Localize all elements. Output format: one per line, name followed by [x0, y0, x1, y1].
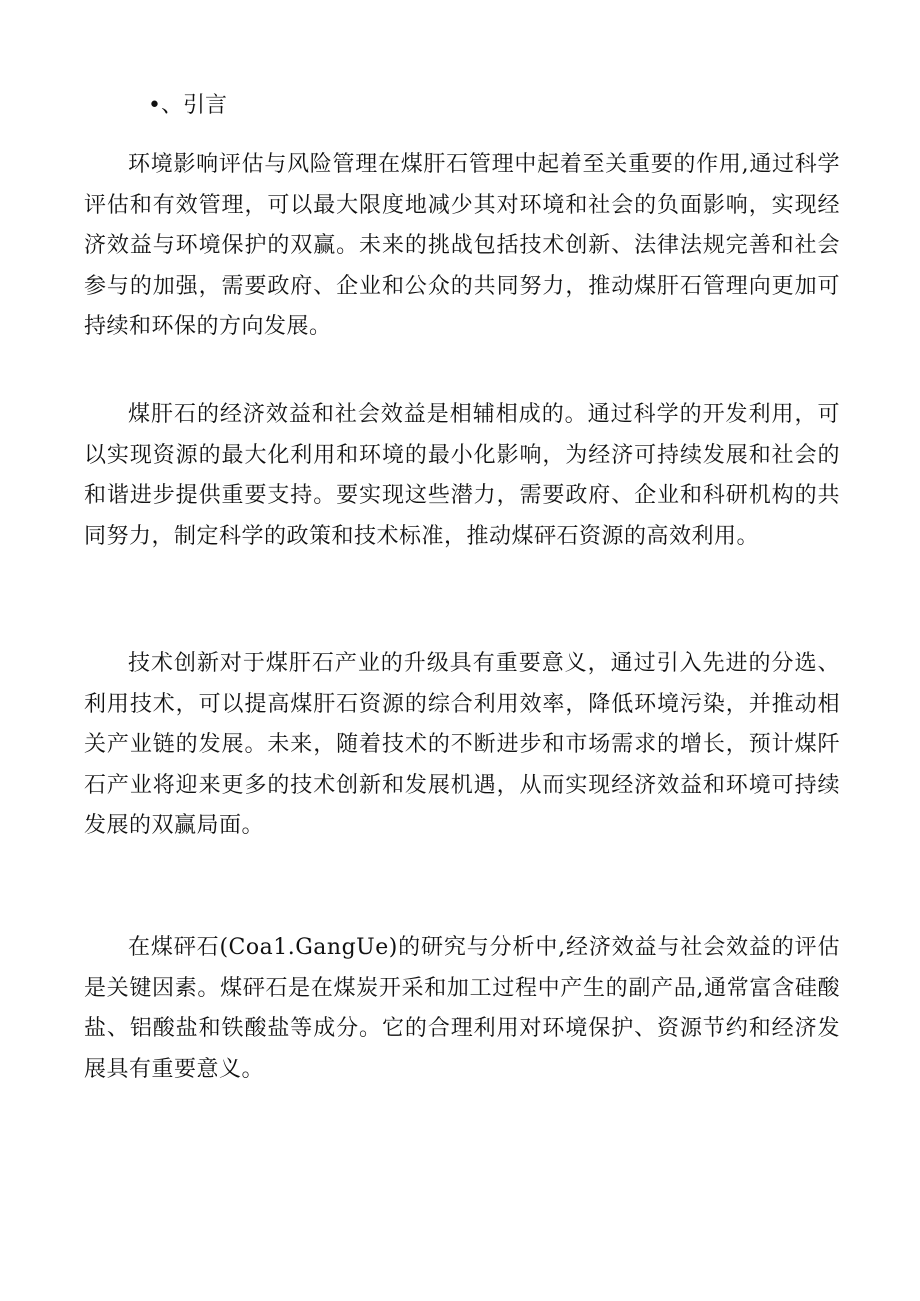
paragraph: 环境影响评估与风险管理在煤肝石管理中起着至关重要的作用,通过科学评估和有效管理，可以最大限度地减少其对环境和社会的负面影响，实现经济效益与环境保护的双赢。未来的挑战包括技术创新、法律法规完善和社会参与的加强，需要政府、企业和公众的共同努力，推动煤肝石管理向更加可持续和环保的方向发展。: [84, 152, 840, 339]
paragraph: 煤肝石的经济效益和社会效益是相辅相成的。通过科学的开发利用，可以实现资源的最大化利用和环境的最小化影响，为经济可持续发展和社会的和谐进步提供重要支持。要实现这些潜力，需要政府、企业和科研机构的共同努力，制定科学的政策和技术标准，推动煤砰石资源的高效利用。: [84, 402, 840, 549]
section-heading: •、引言: [148, 93, 227, 118]
paragraph: 技术创新对于煤肝石产业的升级具有重要意义，通过引入先进的分选、利用技术，可以提高煤肝石资源的综合利用效率，降低环境污染，并推动相关产业链的发展。未来，随着技术的不断进步和市场需求的增长，预计煤阡石产业将迎来更多的技术创新和发展机遇，从而实现经济效益和环境可持续发展的双赢局面。: [84, 651, 840, 838]
paragraph: 在煤砰石(Coa1.GangUe)的研究与分析中,经济效益与社会效益的评估是关键因素。煤砰石是在煤炭开采和加工过程中产生的副产品,通常富含硅酸盐、铝酸盐和铁酸盐等成分。它的合理利用对环境保护、资源节约和经济发展具有重要意义。: [84, 935, 840, 1082]
